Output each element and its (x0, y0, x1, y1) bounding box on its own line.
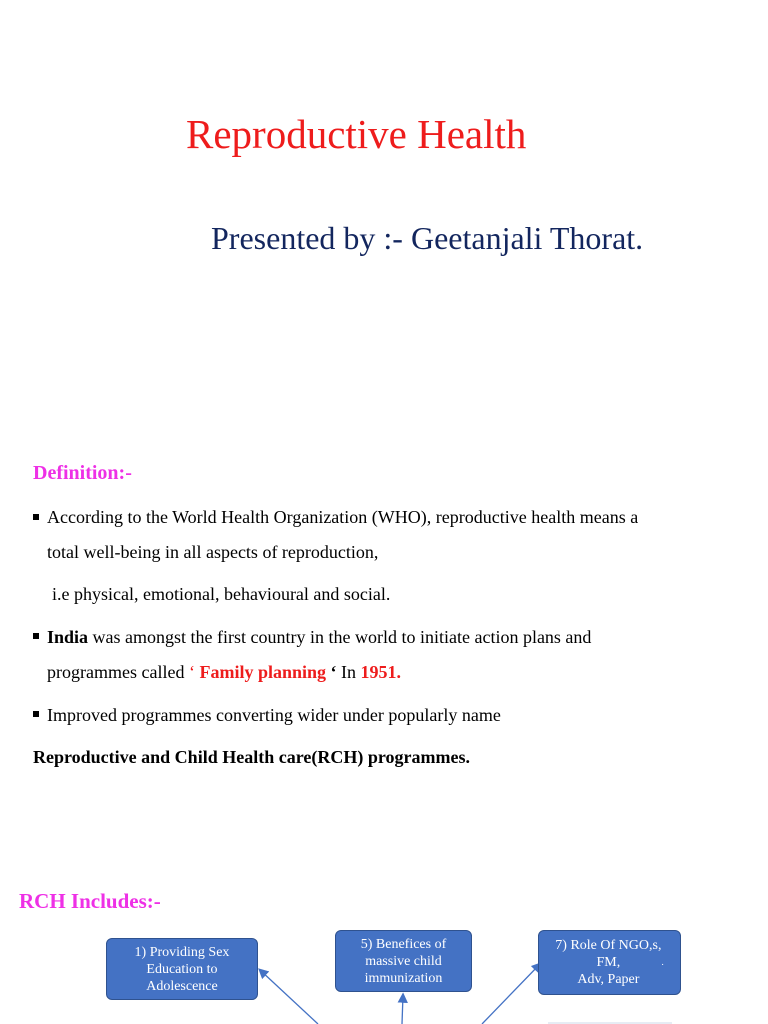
bullet-marker (33, 711, 39, 717)
title-slide (0, 0, 768, 420)
bullet-marker (33, 633, 39, 639)
india-word: India (47, 627, 89, 647)
in-word: In (336, 662, 361, 682)
arrow-to-box7 (482, 964, 540, 1024)
who-definition-line-3: i.e physical, emotional, behavioural and social. (52, 584, 391, 604)
rch-includes-heading: RCH Includes:- (19, 889, 161, 913)
definition-slide (0, 440, 768, 840)
arrow-to-box5 (402, 995, 403, 1024)
box-child-immunization: 5) Benefices of massive child immunization (335, 930, 472, 992)
rch-programmes-line: Reproductive and Child Health care(RCH) programmes. (33, 747, 470, 767)
quote-open: ‘ (188, 662, 200, 682)
india-line-2 (47, 662, 401, 683)
quote-close: ‘ (326, 662, 337, 682)
box-sex-education: 1) Providing Sex Education to Adolescence (106, 938, 258, 1000)
definition-heading: Definition:- (33, 462, 132, 484)
improved-programmes-line: Improved programmes converting wider under popularly name (47, 705, 501, 725)
box-role-of-ngo-text: 7) Role Of NGO,s, FM, Adv, Paper (555, 938, 662, 987)
slide-title: Reproductive Health (186, 111, 527, 157)
programmes-called: programmes called (47, 662, 189, 682)
presenter-line: Presented by :- Geetanjali Thorat. (211, 220, 644, 256)
india-text: was amongst the first country in the world to initiate action plans and (88, 627, 592, 647)
bullet-marker (33, 514, 39, 520)
year-1951: 1951. (360, 662, 401, 682)
box-role-of-ngo-dot: . (661, 957, 664, 967)
rch-includes-slide (0, 870, 768, 1024)
india-line-1 (47, 627, 591, 648)
box-role-of-ngo (538, 930, 681, 995)
arrow-to-box1 (260, 970, 318, 1024)
who-definition-line-2: total well-being in all aspects of reproduction, (47, 542, 379, 562)
family-planning: Family planning (199, 662, 326, 682)
who-definition-line-1: According to the World Health Organization (WHO), reproductive health means a (47, 507, 639, 527)
